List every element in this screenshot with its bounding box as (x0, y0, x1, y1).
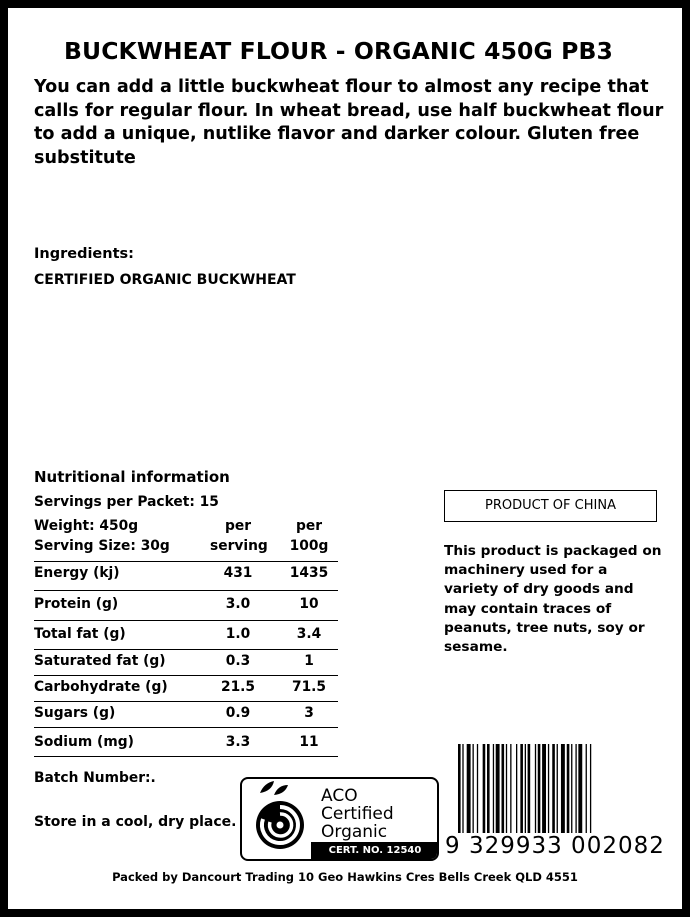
table-row (34, 621, 338, 650)
nutrition-rows (34, 561, 338, 757)
table-row (34, 591, 338, 621)
table-row (34, 562, 338, 591)
nutrient-name: Total fat (g) (34, 626, 126, 642)
nutrient-per-100g: 71.5 (291, 679, 327, 695)
nutrition-heading: Nutritional information (34, 468, 230, 486)
col-per-serving-line2: serving (210, 538, 268, 554)
serving-size-label: Serving Size: 30g (34, 538, 170, 554)
nutrient-name: Energy (kj) (34, 565, 120, 581)
nutrient-per-100g: 3.4 (296, 626, 322, 642)
nutrition-table-header (34, 518, 338, 561)
nutrient-per-100g: 11 (299, 734, 319, 750)
aco-line3: Organic (321, 822, 388, 842)
cert-number: CERT. NO. 12540 (311, 842, 439, 859)
table-row (34, 650, 338, 676)
barcode-number: 9 329933 002082 (445, 833, 665, 859)
nutrient-name: Sugars (g) (34, 705, 116, 721)
ingredients-text: CERTIFIED ORGANIC BUCKWHEAT (34, 272, 296, 288)
table-row (34, 728, 338, 757)
nutrient-per-100g: 3 (304, 705, 314, 721)
weight-label: Weight: 450g (34, 518, 139, 534)
aco-text (321, 787, 394, 841)
nutrient-per-serving: 0.9 (225, 705, 251, 721)
nutrient-per-serving: 1.0 (225, 626, 251, 642)
table-row (34, 676, 338, 702)
nutrient-name: Protein (g) (34, 596, 119, 612)
ingredients-heading: Ingredients: (34, 246, 134, 262)
col-per-serving-line1: per (224, 518, 252, 534)
allergen-statement: This product is packaged on machinery used for a variety of dry goods and may contain traces of peanuts, tree nuts, soy or sesame. (444, 543, 662, 656)
aco-line1: ACO (321, 786, 358, 806)
nutrient-per-serving: 3.0 (225, 596, 251, 612)
nutrient-per-100g: 1 (304, 653, 314, 669)
aco-line2: Certified (321, 804, 394, 824)
aco-certified-organic-logo (240, 777, 439, 861)
batch-number: Batch Number:. (34, 770, 156, 786)
product-origin-box: PRODUCT OF CHINA (444, 490, 657, 522)
nutrient-per-100g: 1435 (289, 565, 329, 581)
product-description: You can add a little buckwheat flour to almost any recipe that calls for regular flour. In wheat bread, use half buckwheat flour to add a unique, nutlike flavor and darker colour. Gluten free substitute (34, 77, 664, 168)
nutrient-per-serving: 21.5 (220, 679, 256, 695)
storage-instructions: Store in a cool, dry place. (34, 814, 237, 830)
col-per-100g-line1: per (295, 518, 323, 534)
nutrient-per-100g: 10 (299, 596, 319, 612)
nutrient-name: Carbohydrate (g) (34, 679, 168, 695)
table-row (34, 702, 338, 728)
nutrient-name: Saturated fat (g) (34, 653, 166, 669)
nutrition-table (34, 518, 338, 757)
nutrient-per-serving: 0.3 (225, 653, 251, 669)
packed-by: Packed by Dancourt Trading 10 Geo Hawkins Cres Bells Creek QLD 4551 (112, 870, 578, 884)
product-label (8, 8, 682, 909)
col-per-100g-line2: 100g (289, 538, 329, 554)
nutrient-name: Sodium (mg) (34, 734, 134, 750)
servings-per-packet: Servings per Packet: 15 (34, 494, 219, 510)
product-title: BUCKWHEAT FLOUR - ORGANIC 450G PB3 (64, 37, 613, 65)
nutrient-per-serving: 431 (223, 565, 253, 581)
nutrient-per-serving: 3.3 (225, 734, 251, 750)
aco-swirl-icon (244, 779, 316, 857)
